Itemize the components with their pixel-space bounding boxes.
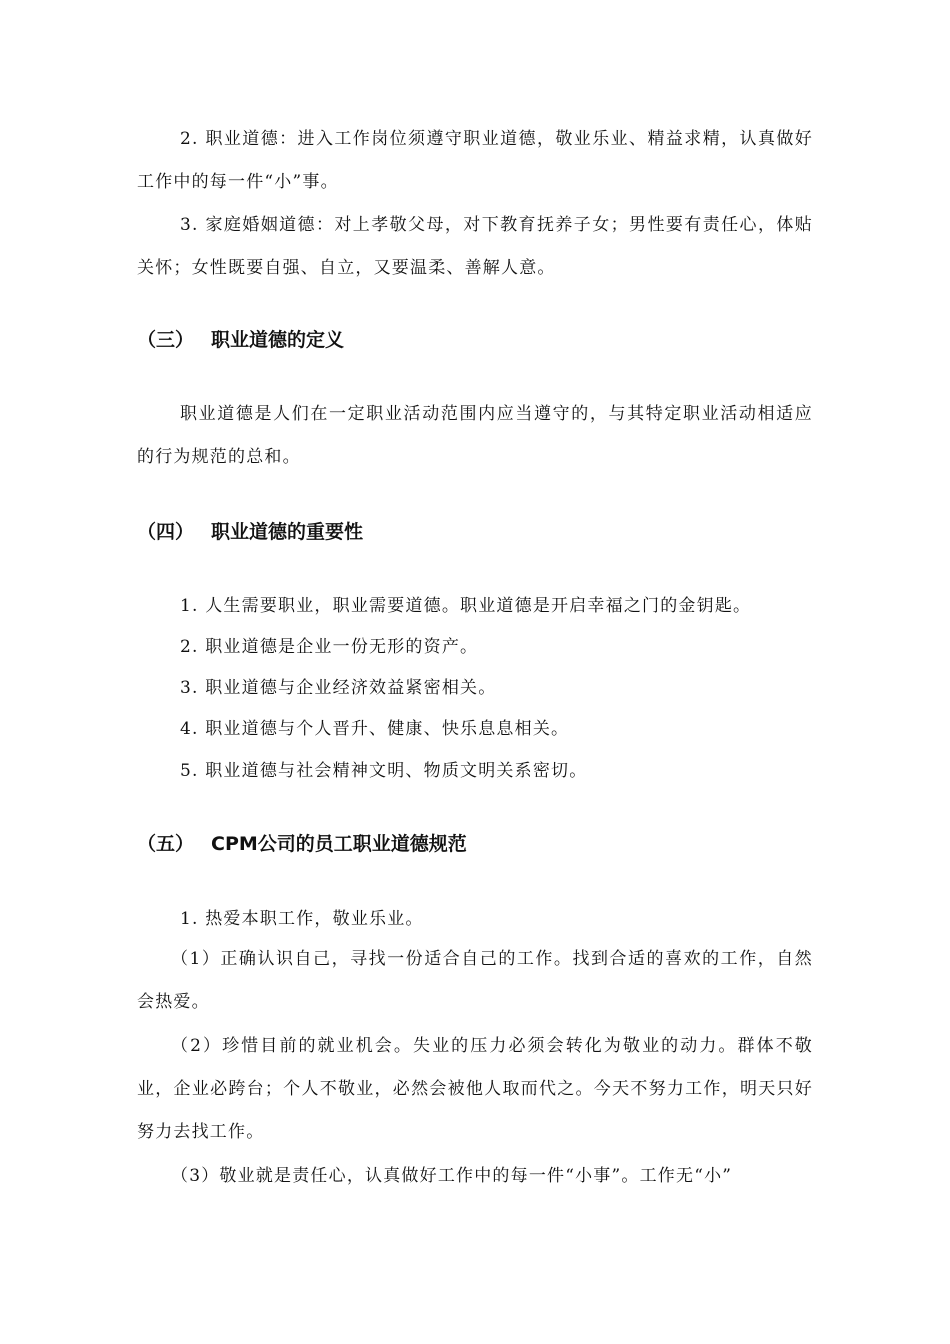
paragraph-family-ethics: 3. 家庭婚姻道德：对上孝敬父母，对下教育抚养子女；男性要有责任心，体贴关怀；女性既要自强、自立，又要温柔、善解人意。 xyxy=(137,215,813,278)
section-heading-4 xyxy=(137,517,813,547)
list-item: 5. 职业道德与社会精神文明、物质文明关系密切。 xyxy=(180,761,588,781)
section-title: 职业道德的重要性 xyxy=(211,521,364,543)
paragraph-sub-item-1: （1）正确认识自己，寻找一份适合自己的工作。找到合适的喜欢的工作，自然会热爱。 xyxy=(137,949,813,1012)
list-item: 1. 人生需要职业，职业需要道德。职业道德是开启幸福之门的金钥匙。 xyxy=(180,596,752,616)
paragraph-sub-item-3: （3）敬业就是责任心，认真做好工作中的每一件“小事”。工作无“小” xyxy=(171,1166,733,1186)
list-item: 4. 职业道德与个人晋升、健康、快乐息息相关。 xyxy=(180,719,570,739)
section-heading-3 xyxy=(137,325,813,355)
list-item: 1. 热爱本职工作，敬业乐业。 xyxy=(180,909,424,929)
paragraph-definition: 职业道德是人们在一定职业活动范围内应当遵守的，与其特定职业活动相适应的行为规范的总和。 xyxy=(137,404,813,467)
section-heading-5 xyxy=(137,829,813,859)
section-number: （四） xyxy=(137,521,195,543)
list-item: 3. 职业道德与企业经济效益紧密相关。 xyxy=(180,678,497,698)
list-item: 2. 职业道德是企业一份无形的资产。 xyxy=(180,637,479,657)
section-title: 职业道德的定义 xyxy=(211,329,345,351)
section-number: （五） xyxy=(137,833,195,855)
section-number: （三） xyxy=(137,329,195,351)
paragraph-sub-item-2: （2）珍惜目前的就业机会。失业的压力必须会转化为敬业的动力。群体不敬业，企业必跨台；个人不敬业，必然会被他人取而代之。今天不努力工作，明天只好努力去找工作。 xyxy=(137,1036,813,1142)
section-title: CPM公司的员工职业道德规范 xyxy=(211,833,467,855)
paragraph-professional-ethics: 2. 职业道德：进入工作岗位须遵守职业道德，敬业乐业、精益求精，认真做好工作中的每一件“小”事。 xyxy=(137,129,813,192)
